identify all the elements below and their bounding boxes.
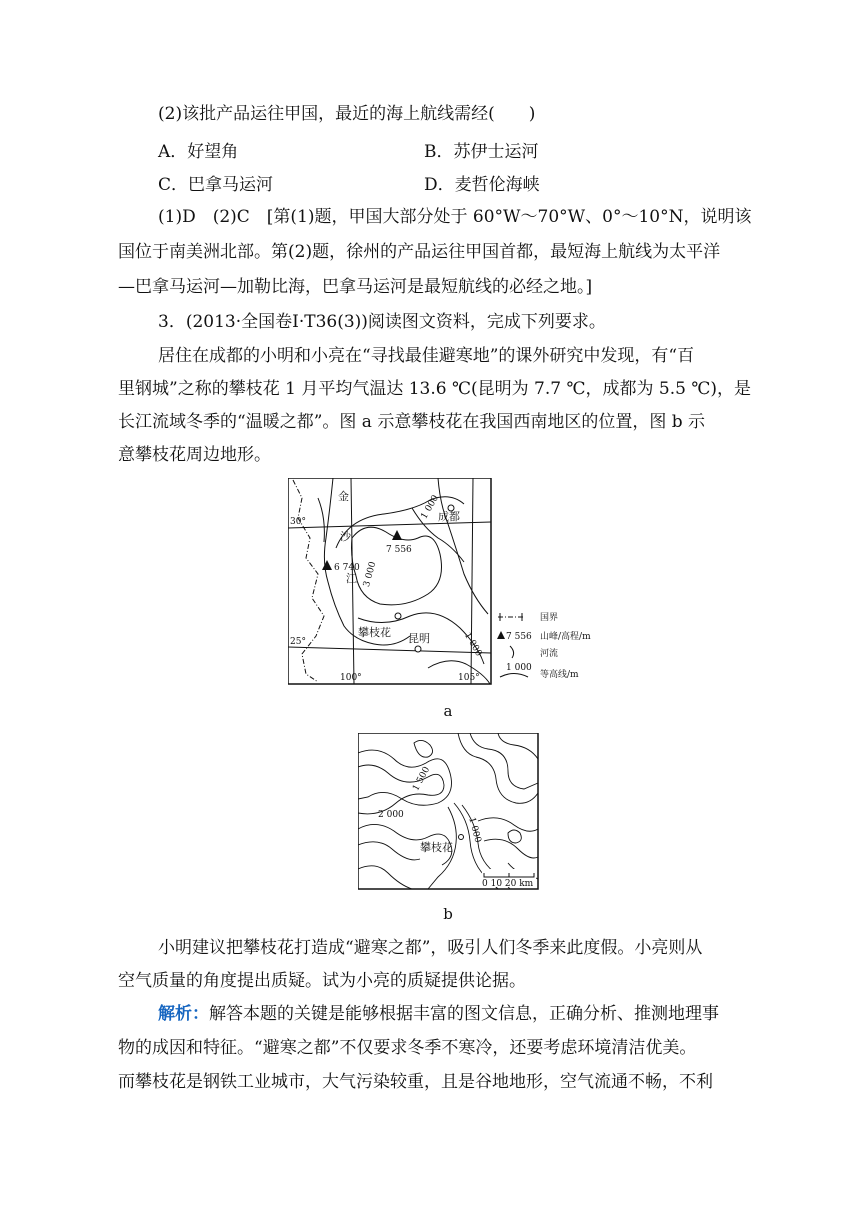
- legend-river: 河流: [540, 649, 559, 659]
- analysis-label: 解析：: [158, 1004, 209, 1024]
- answer-line-3: —巴拿马运河—加勒比海，巴拿马运河是最短航线的必经之地。]: [118, 277, 593, 297]
- legend-peak: 山峰/高程/m: [540, 632, 591, 642]
- label-lon-105: 105°: [458, 673, 480, 683]
- analysis-text-1: 解答本题的关键是能够根据丰富的图文信息，正确分析、推测地理事: [209, 1004, 719, 1024]
- label-jiang: 江: [346, 572, 357, 585]
- label-contour-1000-right: 1 000: [461, 631, 484, 659]
- option-a: A．好望角: [158, 142, 239, 162]
- label-jin: 金: [338, 490, 349, 503]
- q3-paragraph-2-line-2: 空气质量的角度提出质疑。试为小亮的质疑提供论据。: [118, 971, 526, 991]
- label-kunming: 昆明: [408, 632, 430, 645]
- answer-line-1: (1)D (2)C [第(1)题，甲国大部分处于 60°W～70°W、0°～10°N，说明该: [158, 207, 752, 227]
- legend-border: 国界: [540, 613, 559, 623]
- scale-bar: 0 10 20 km: [482, 879, 534, 889]
- label-contour-2000: 2 000: [378, 810, 404, 820]
- label-contour-1000-top: 1 000: [419, 493, 441, 521]
- label-peak-7556: 7 556: [386, 545, 412, 555]
- legend-contour-value: 1 000: [506, 663, 532, 673]
- answer-line-2: 国位于南美洲北部。第(2)题，徐州的产品运往甲国首都，最短海上航线为太平洋: [118, 242, 721, 262]
- label-contour-3000: 3 000: [361, 560, 379, 589]
- label-panzhihua-b: 攀枝花: [420, 841, 453, 854]
- label-sha: 沙: [340, 530, 351, 543]
- question-3-header: 3．(2013·全国卷Ⅰ·T36(3))阅读图文资料，完成下列要求。: [158, 312, 606, 332]
- figure-a-map: [288, 478, 608, 688]
- q3-paragraph-1-line-3: 长江流域冬季的“温暖之都”。图 a 示意攀枝花在我国西南地区的位置，图 b 示: [118, 412, 706, 432]
- q3-paragraph-1-line-4: 意攀枝花周边地形。: [118, 445, 271, 465]
- label-lat-30: 30°: [290, 517, 306, 527]
- analysis-line-2: 物的成因和特征。“避寒之都”不仅要求冬季不寒冷，还要考虑环境清洁优美。: [118, 1038, 697, 1058]
- label-contour-1500: 1 500: [411, 765, 433, 793]
- figure-b-map: [358, 733, 540, 891]
- option-c: C．巴拿马运河: [158, 175, 274, 195]
- question-2-stem: (2)该批产品运往甲国，最近的海上航线需经( ): [158, 104, 536, 124]
- analysis-line-3: 而攀枝花是钢铁工业城市，大气污染较重，且是谷地地形，空气流通不畅，不利: [118, 1072, 713, 1092]
- figure-a-caption: a: [443, 702, 453, 720]
- label-panzhihua: 攀枝花: [358, 626, 391, 639]
- figure-b-caption: b: [443, 905, 453, 923]
- label-lon-100: 100°: [340, 673, 362, 683]
- q3-paragraph-2-line-1: 小明建议把攀枝花打造成“避寒之都”，吸引人们冬季来此度假。小亮则从: [158, 938, 703, 958]
- label-contour-1000: 1 000: [466, 816, 483, 844]
- option-d: D．麦哲伦海峡: [424, 175, 540, 195]
- q3-paragraph-1-line-2: 里钢城”之称的攀枝花 1 月平均气温达 13.6 ℃(昆明为 7.7 ℃，成都为 5.5 ℃)，是: [118, 379, 751, 399]
- q3-paragraph-1-line-1: 居住在成都的小明和小亮在“寻找最佳避寒地”的课外研究中发现，有“百: [158, 346, 695, 366]
- legend-contour: 等高线/m: [540, 670, 579, 680]
- map-legend: [497, 612, 591, 680]
- label-peak-6740: 6 740: [334, 563, 360, 573]
- analysis-line-1: [158, 1002, 719, 1026]
- legend-peak-value: 7 556: [506, 632, 532, 642]
- label-lat-25: 25°: [290, 637, 306, 647]
- label-chengdu: 成都: [438, 510, 460, 523]
- option-b: B．苏伊士运河: [424, 142, 539, 162]
